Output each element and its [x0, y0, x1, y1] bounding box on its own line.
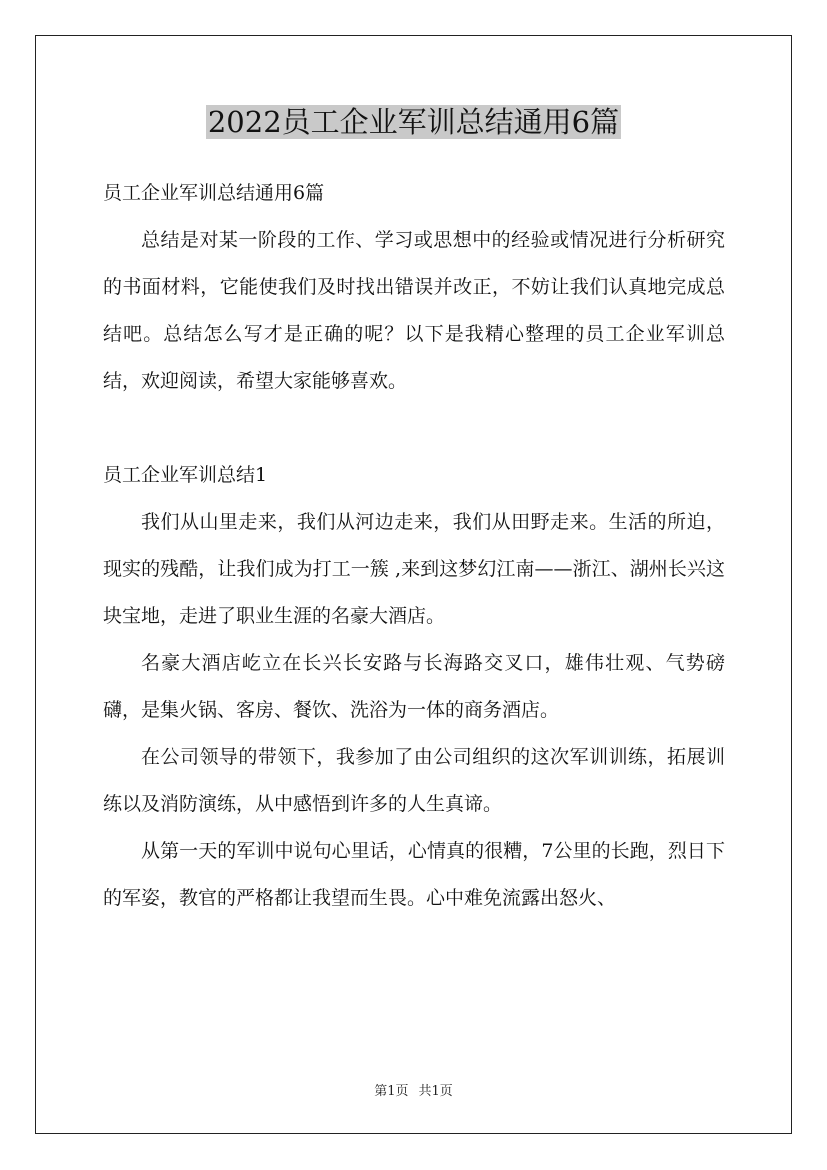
section-heading: 员工企业军训总结通用6篇 — [103, 182, 325, 204]
body-paragraph: 在公司领导的带领下，我参加了由公司组织的这次军训训练，拓展训练以及消防演练，从中感悟到许多的人生真谛。 — [103, 746, 725, 815]
section-heading: 员工企业军训总结1 — [103, 464, 268, 486]
body-paragraph: 名豪大酒店屹立在长兴长安路与长海路交叉口，雄伟壮观、气势磅礴，是集火锅、客房、餐饮、洗浴为一体的商务酒店。 — [103, 652, 725, 721]
page-footer — [0, 1082, 827, 1102]
body-paragraph: 从第一天的军训中说句心里话，心情真的很糟，7公里的长跑，烈日下的军姿，教官的严格都让我望而生畏。心中难免流露出怒火、 — [103, 840, 725, 909]
page-number: 第1页 — [374, 1084, 409, 1099]
body-paragraph: 我们从山里走来，我们从河边走来，我们从田野走来。生活的所迫，现实的残酷，让我们成为打工一簇 ,来到这梦幻江南——浙江、湖州长兴这块宝地，走进了职业生涯的名豪大酒店。 — [103, 511, 725, 627]
page-total: 共1页 — [418, 1084, 453, 1099]
document-body — [103, 170, 725, 922]
body-paragraph: 总结是对某一阶段的工作、学习或思想中的经验或情况进行分析研究的书面材料，它能使我们及时找出错误并改正，不妨让我们认真地完成总结吧。总结怎么写才是正确的呢？以下是我精心整理的员工企业军训总结，欢迎阅读，希望大家能够喜欢。 — [103, 229, 725, 392]
paragraph-spacer — [103, 405, 725, 452]
document-title — [0, 100, 827, 144]
document-title-text: 2022员工企业军训总结通用6篇 — [207, 105, 620, 139]
